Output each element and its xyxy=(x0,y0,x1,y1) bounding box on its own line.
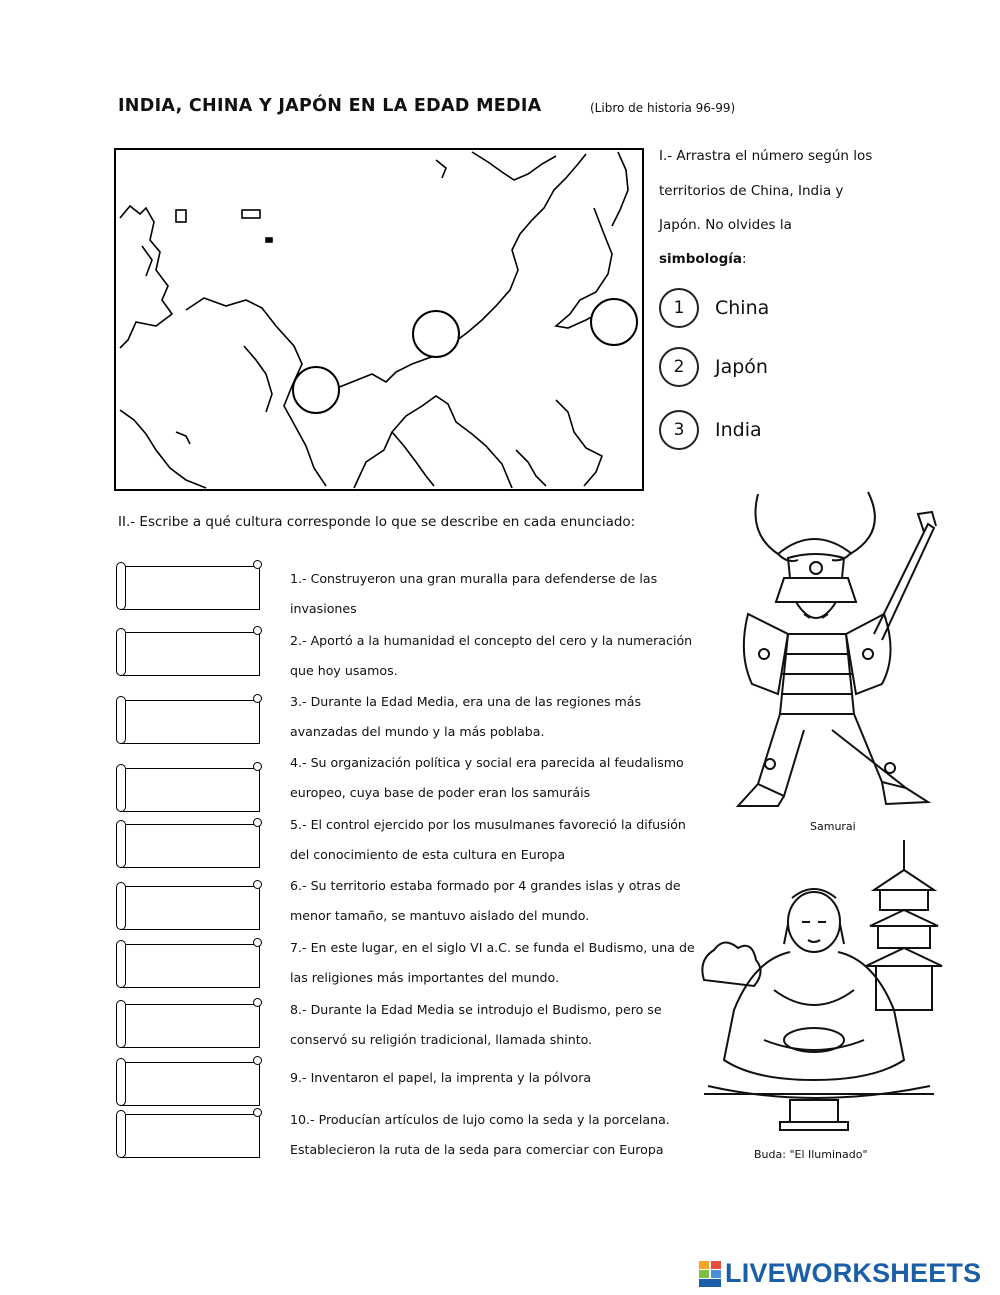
statement-10: 10.- Producían artículos de lujo como la seda y la porcelana. Establecieron la ruta de la seda para comerciar con Europa xyxy=(290,1112,670,1157)
answer-field-2[interactable] xyxy=(114,626,262,678)
statement-4: 4.- Su organización política y social era parecida al feudalismo europeo, cuya base de poder eran los samuráis xyxy=(290,755,684,800)
asia-map xyxy=(114,148,644,491)
draggable-number-2[interactable]: 2 xyxy=(659,347,699,387)
simbologia-word: simbología xyxy=(659,251,742,267)
statement-9: 9.- Inventaron el papel, la imprenta y la pólvora xyxy=(290,1070,592,1085)
statement-1: 1.- Construyeron una gran muralla para defenderse de las invasiones xyxy=(290,571,658,616)
buddha-caption: Buda: "El Iluminado" xyxy=(754,1148,868,1161)
instruction-line-2: territorios de China, India y xyxy=(659,183,844,199)
asia-coastline-drawing xyxy=(116,150,642,489)
answer-field-3[interactable] xyxy=(114,694,262,746)
statement-8: 8.- Durante la Edad Media se introdujo el Budismo, pero se conservó su religión tradicional, llamada shinto. xyxy=(290,1002,662,1047)
drop-zone-japan[interactable] xyxy=(590,298,638,346)
answer-field-8[interactable] xyxy=(114,998,262,1050)
simbologia-colon: : xyxy=(741,251,747,267)
statement-3: 3.- Durante la Edad Media, era una de las regiones más avanzadas del mundo y la más poblaba. xyxy=(290,694,642,739)
answer-field-5[interactable] xyxy=(114,818,262,870)
legend-label-china: China xyxy=(715,297,770,319)
liveworksheets-icon xyxy=(699,1261,721,1287)
brand-name: LIVEWORKSHEETS xyxy=(725,1258,982,1288)
draggable-number-1[interactable]: 1 xyxy=(659,288,699,328)
liveworksheets-logo xyxy=(699,1258,981,1289)
answer-field-4[interactable] xyxy=(114,762,262,814)
instruction-line-3: Japón. No olvides la xyxy=(659,217,792,233)
legend-item-china xyxy=(659,288,769,328)
instruction-line-1: I.- Arrastra el número según los xyxy=(659,148,873,164)
statement-2: 2.- Aportó a la humanidad el concepto del cero y la numeración que hoy usamos. xyxy=(290,633,693,678)
drop-zone-china[interactable] xyxy=(412,310,460,358)
answer-field-9[interactable] xyxy=(114,1056,262,1108)
worksheet-title: INDIA, CHINA Y JAPÓN EN LA EDAD MEDIA xyxy=(118,96,542,116)
legend-label-japan: Japón xyxy=(715,356,768,378)
legend-item-india xyxy=(659,410,762,450)
answer-field-7[interactable] xyxy=(114,938,262,990)
draggable-number-3[interactable]: 3 xyxy=(659,410,699,450)
buddha-illustration xyxy=(694,840,944,1140)
samurai-illustration xyxy=(718,484,946,824)
statement-6: 6.- Su territorio estaba formado por 4 grandes islas y otras de menor tamaño, se mantuvo aislado del mundo. xyxy=(290,878,681,923)
section2-instruction: II.- Escribe a qué cultura corresponde lo que se describe en cada enunciado: xyxy=(118,514,636,530)
drop-zone-india[interactable] xyxy=(292,366,340,414)
answer-field-6[interactable] xyxy=(114,880,262,932)
legend-item-japan xyxy=(659,347,768,387)
answer-field-10[interactable] xyxy=(114,1108,262,1160)
simbologia-label xyxy=(659,251,747,267)
samurai-caption: Samurai xyxy=(810,820,856,833)
answer-field-1[interactable] xyxy=(114,560,262,612)
worksheet-subtitle: (Libro de historia 96-99) xyxy=(590,101,736,115)
legend-label-india: India xyxy=(715,419,762,441)
statement-7: 7.- En este lugar, en el siglo VI a.C. se funda el Budismo, una de las religiones más importantes del mundo. xyxy=(290,940,695,985)
statement-5: 5.- El control ejercido por los musulmanes favoreció la difusión del conocimiento de esta cultura en Europa xyxy=(290,817,686,862)
